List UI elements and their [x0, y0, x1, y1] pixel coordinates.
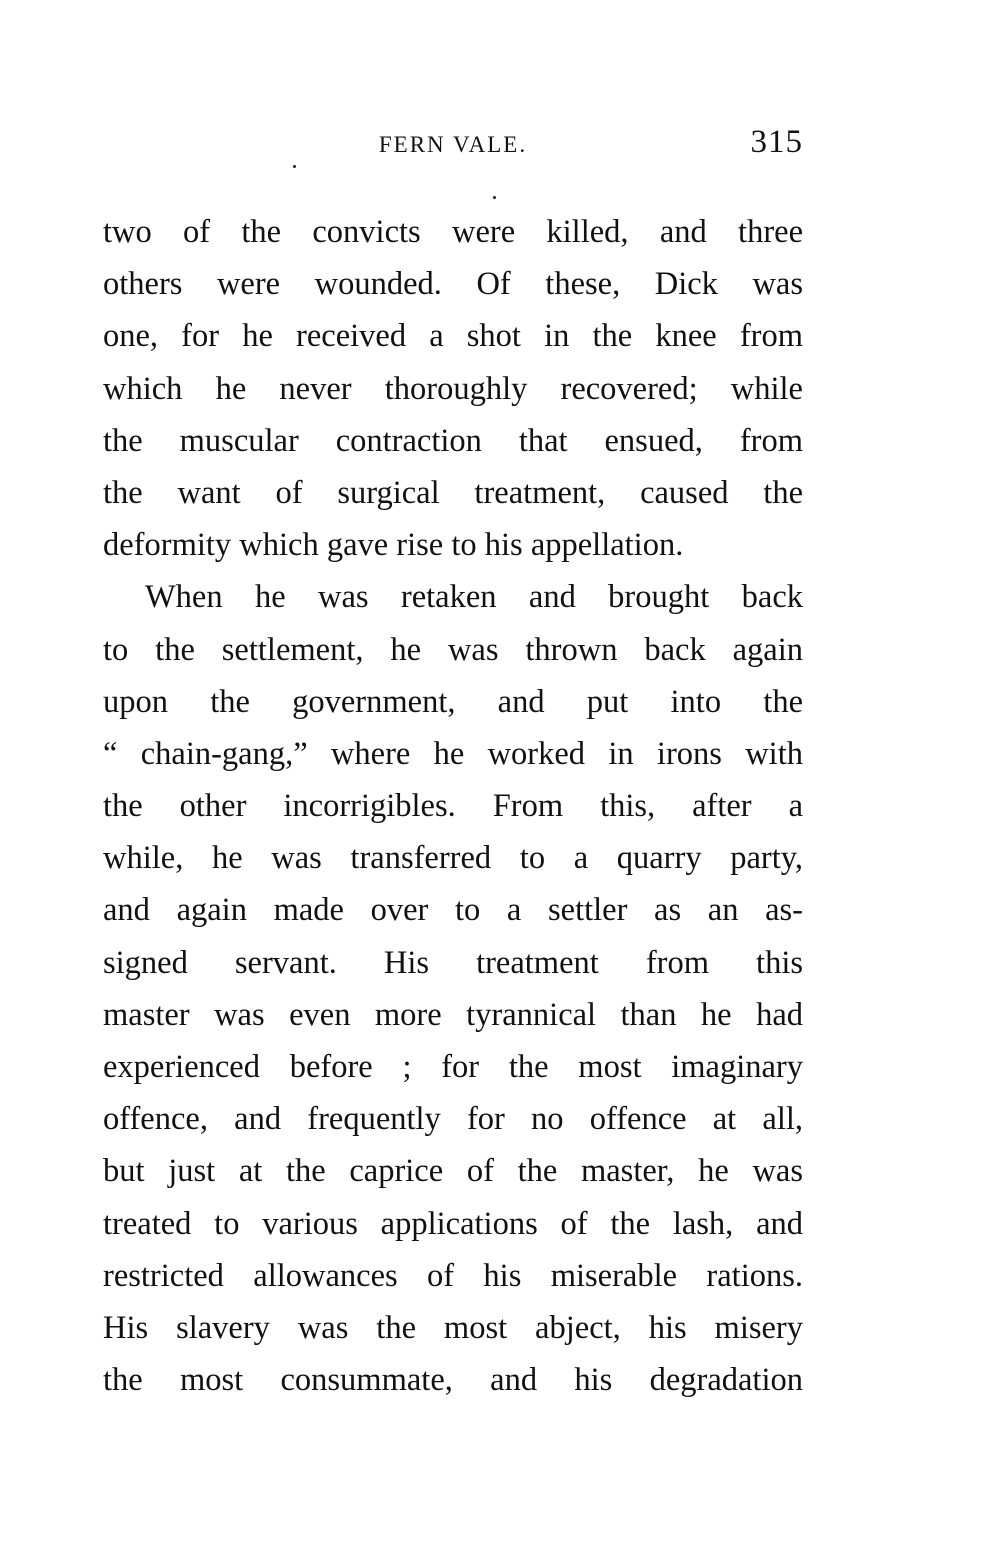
- print-speck: [493, 196, 496, 199]
- text-line: one, for he received a shot in the knee from: [103, 318, 803, 355]
- body-text: [103, 206, 803, 1406]
- text-line: and again made over to a settler as an as-: [103, 892, 803, 929]
- text-line: the other incorrigibles. From this, after a: [103, 788, 803, 825]
- text-line: “ chain-gang,” where he worked in irons with: [103, 735, 803, 772]
- text-line: experienced before ; for the most imaginary: [103, 1049, 803, 1085]
- text-line: to the settlement, he was thrown back again: [103, 631, 803, 668]
- text-line: master was even more tyrannical than he had: [103, 996, 803, 1033]
- text-line: treated to various applications of the lash, and: [103, 1205, 803, 1242]
- text-line: two of the convicts were killed, and three: [103, 214, 803, 250]
- paragraph-1: [103, 206, 803, 571]
- text-line: others were wounded. Of these, Dick was: [103, 266, 803, 303]
- text-line: deformity which gave rise to his appellation.: [103, 527, 684, 564]
- text-line: which he never thoroughly recovered; while: [103, 370, 803, 407]
- paragraph-2: [103, 571, 803, 1406]
- print-speck: [293, 165, 296, 168]
- page-number: 315: [750, 124, 803, 160]
- text-line: but just at the caprice of the master, he was: [103, 1153, 803, 1190]
- text-line: upon the government, and put into the: [103, 683, 803, 720]
- text-line: while, he was transferred to a quarry party,: [103, 840, 803, 877]
- text-line: offence, and frequently for no offence at all,: [103, 1101, 803, 1138]
- running-head: [103, 124, 803, 172]
- text-line: the muscular contraction that ensued, from: [103, 422, 803, 459]
- text-line: signed servant. His treatment from this: [103, 944, 803, 981]
- running-title: FERN VALE.: [378, 132, 528, 157]
- text-line: restricted allowances of his miserable rations.: [103, 1257, 803, 1294]
- text-line: the most consummate, and his degradation: [103, 1362, 803, 1399]
- text-line: the want of surgical treatment, caused the: [103, 474, 803, 511]
- text-line: When he was retaken and brought back: [145, 579, 803, 616]
- text-line: His slavery was the most abject, his misery: [103, 1309, 803, 1346]
